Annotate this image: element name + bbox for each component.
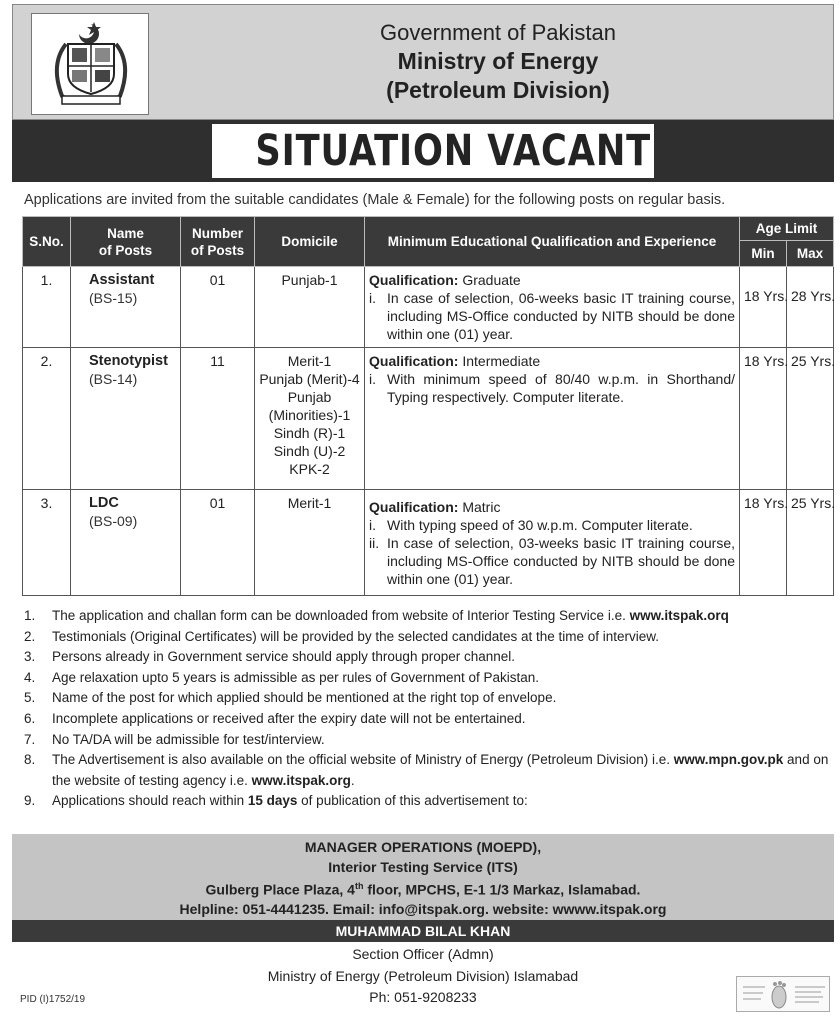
- header-domicile: Domicile: [255, 217, 365, 267]
- address-line: MANAGER OPERATIONS (MOEPD),: [304, 839, 542, 855]
- state-emblem-icon: [32, 14, 150, 116]
- address-block: [12, 834, 834, 920]
- signatory-name: MUHAMMAD BILAL KHAN: [12, 920, 834, 942]
- row-qualification: Qualification: Matric i. With typing speed of 30 w.p.m. Computer literate. ii. In case of selection, 03-weeks basic IT training course, including MS-Office conducted by NITB should be done within one (01) year.: [365, 490, 740, 596]
- row-sno: 3.: [23, 490, 71, 596]
- table-row: [23, 348, 834, 490]
- row-age-max: 25 Yrs.: [787, 490, 834, 596]
- list-item: 9. Applications should reach within 15 days of publication of this advertisement to:: [24, 793, 528, 809]
- header-sno: S.No.: [23, 217, 71, 267]
- address-line: Interior Testing Service (ITS): [328, 858, 518, 875]
- row-post: Assistant (BS-15): [71, 267, 181, 348]
- intro-text: Applications are invited from the suitable candidates (Male & Female) for the following posts on regular basis.: [24, 192, 726, 208]
- signatory-block: [12, 920, 834, 1012]
- itspak-link[interactable]: www.itspak.org: [251, 772, 351, 788]
- list-item: 7. No TA/DA will be admissible for test/interview.: [24, 731, 325, 747]
- address-line: Gulberg Place Plaza, 4th floor, MPCHS, E-1 1/3 Markaz, Islamabad.: [205, 881, 641, 898]
- signatory-details: [12, 944, 834, 1009]
- row-qualification: Qualification: Graduate i. In case of selection, 06-weeks basic IT training course, including MS-Office conducted by NITB should be done within one (01) year.: [365, 267, 740, 348]
- row-post: Stenotypist (BS-14): [71, 348, 181, 490]
- title-banner-inner: [212, 124, 654, 178]
- table-row: [23, 267, 834, 348]
- header-age-max: Max: [787, 241, 834, 267]
- header-age-limit: Age Limit: [740, 217, 834, 241]
- mpn-link[interactable]: www.mpn.gov.pk: [673, 752, 784, 768]
- pid-code: PID (I)1752/19: [20, 994, 86, 1005]
- helpline-line: Helpline: 051-4441235. Email: info@itspak.org. website: wwww.itspak.org: [179, 901, 667, 918]
- row-age-min: 18 Yrs.: [740, 348, 787, 490]
- header-band: [12, 4, 834, 120]
- row-count: 01: [181, 490, 255, 596]
- header-qualification: Minimum Educational Qualification and Experience: [365, 217, 740, 267]
- list-item: 1. The application and challan form can be downloaded from website of Interior Testing Service i.e. www.itspak.orq: [24, 608, 729, 623]
- list-item: 5. Name of the post for which applied should be mentioned at the right top of envelope.: [24, 690, 557, 706]
- row-age-min: 18 Yrs.: [740, 267, 787, 348]
- row-age-max: 28 Yrs.: [787, 267, 834, 348]
- signatory-title: Section Officer (Admn): [352, 946, 494, 962]
- header-age-min: Min: [740, 241, 787, 267]
- education-program-logo: [736, 976, 830, 1012]
- row-domicile: Merit-1: [255, 490, 365, 596]
- government-title: Government of Pakistan: [379, 20, 616, 45]
- row-post: LDC (BS-09): [71, 490, 181, 596]
- row-domicile: Merit-1 Punjab (Merit)-4 Punjab (Minorities)-1 Sindh (R)-1 Sindh (U)-2 KPK-2: [255, 348, 365, 490]
- list-item: 8. The Advertisement is also available on the official website of Ministry of Energy (Petroleum Division) i.e. www.mpn.gov.pk and on the website of testing agency i.e. www.itspak.org.: [24, 752, 829, 788]
- row-count: 01: [181, 267, 255, 348]
- page-title: SITUATION VACANT: [255, 126, 652, 176]
- signatory-office: Ministry of Energy (Petroleum Division) Islamabad: [267, 967, 579, 984]
- footprint-icon: [737, 977, 831, 1013]
- list-item: 2. Testimonials (Original Certificates) will be provided by the selected candidates at the time of interview.: [24, 628, 660, 644]
- list-item: 3. Persons already in Government service should apply through proper channel.: [24, 649, 516, 665]
- signatory-phone: Ph: 051-9208233: [369, 989, 477, 1005]
- row-age-max: 25 Yrs.: [787, 348, 834, 490]
- header-name: Name of Posts: [71, 217, 181, 267]
- ministry-title: Ministry of Energy: [397, 48, 599, 74]
- header-text: [163, 19, 833, 105]
- state-emblem: [31, 13, 149, 115]
- list-item: 6. Incomplete applications or received after the expiry date will not be entertained.: [24, 710, 526, 726]
- row-sno: 1.: [23, 267, 71, 348]
- row-sno: 2.: [23, 348, 71, 490]
- row-qualification: Qualification: Intermediate i. With minimum speed of 80/40 w.p.m. in Shorthand/ Typing respectively. Computer literate.: [365, 348, 740, 490]
- header-number: Number of Posts: [181, 217, 255, 267]
- row-count: 11: [181, 348, 255, 490]
- posts-table: [22, 216, 834, 596]
- list-item: 4. Age relaxation upto 5 years is admissible as per rules of Government of Pakistan.: [24, 669, 539, 685]
- title-banner: [12, 120, 834, 182]
- itspak-link[interactable]: www.itspak.orq: [629, 608, 729, 623]
- division-title: (Petroleum Division): [386, 77, 610, 103]
- table-row: [23, 490, 834, 596]
- row-age-min: 18 Yrs.: [740, 490, 787, 596]
- row-domicile: Punjab-1: [255, 267, 365, 348]
- instructions-list: [24, 606, 830, 812]
